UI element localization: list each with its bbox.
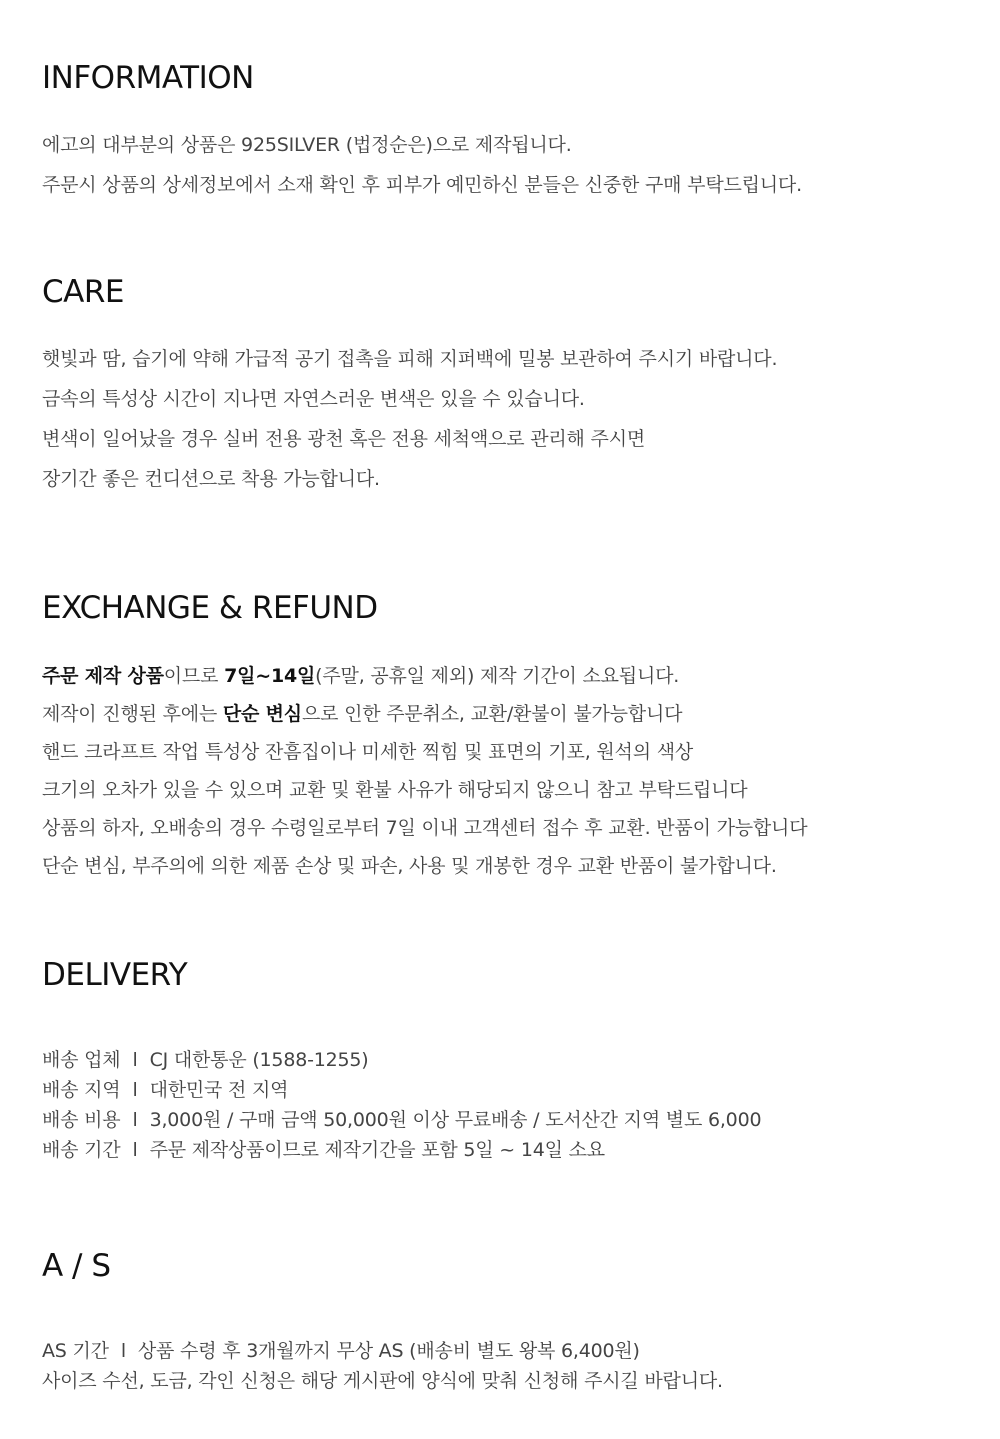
line-text: 이므로 bbox=[163, 665, 225, 687]
care-line: 금속의 특성상 시간이 지나면 자연스러운 변색은 있을 수 있습니다. bbox=[42, 388, 585, 410]
information-heading: INFORMATION bbox=[42, 60, 254, 96]
as-section bbox=[42, 1246, 972, 1400]
exchange-line: 크기의 오차가 있을 수 있으며 교환 및 환불 사유가 해당되지 않으니 참고 부탁드립니다 bbox=[42, 779, 748, 801]
as-label: AS 기간 bbox=[42, 1340, 109, 1362]
care-heading: CARE bbox=[42, 274, 124, 310]
exchange-refund-section bbox=[42, 588, 972, 885]
information-line: 에고의 대부분의 상품은 925SILVER (법정순은)으로 제작됩니다. bbox=[42, 134, 572, 156]
emphasis-text: 주문 제작 상품 bbox=[42, 665, 164, 687]
delivery-heading: DELIVERY bbox=[42, 957, 188, 993]
delivery-label: 배송 업체 bbox=[42, 1049, 121, 1071]
separator: l bbox=[132, 1049, 138, 1071]
emphasis-text: 7일~14일 bbox=[224, 665, 316, 687]
exchange-line-production-period bbox=[42, 657, 972, 695]
as-line-repair: 사이즈 수선, 도금, 각인 신청은 해당 게시판에 양식에 맞춰 신청해 주시길 바랍니다. bbox=[42, 1370, 723, 1392]
exchange-line: 단순 변심, 부주의에 의한 제품 손상 및 파손, 사용 및 개봉한 경우 교환 반품이 불가합니다. bbox=[42, 855, 777, 877]
care-line: 햇빛과 땀, 습기에 약해 가급적 공기 접촉을 피해 지퍼백에 밀봉 보관하여 주시기 바랍니다. bbox=[42, 348, 778, 370]
care-section bbox=[42, 272, 972, 499]
delivery-label: 배송 지역 bbox=[42, 1079, 121, 1101]
information-line: 주문시 상품의 상세정보에서 소재 확인 후 피부가 예민하신 분들은 신중한 구매 부탁드립니다. bbox=[42, 174, 802, 196]
exchange-refund-heading: EXCHANGE & REFUND bbox=[42, 590, 378, 626]
separator: l bbox=[120, 1340, 126, 1362]
line-text: 제작이 진행된 후에는 bbox=[42, 703, 223, 725]
information-lines bbox=[42, 125, 972, 205]
delivery-section bbox=[42, 955, 972, 1169]
care-line: 변색이 일어났을 경우 실버 전용 광천 혹은 전용 세척액으로 관리해 주시면 bbox=[42, 428, 646, 450]
delivery-value: 주문 제작상품이므로 제작기간을 포함 5일 ~ 14일 소요 bbox=[149, 1139, 605, 1161]
separator: l bbox=[132, 1109, 138, 1131]
delivery-label: 배송 비용 bbox=[42, 1109, 121, 1131]
exchange-line: 핸드 크라프트 작업 특성상 잔흠집이나 미세한 찍힘 및 표면의 기포, 원석의 색상 bbox=[42, 741, 694, 763]
line-text: 으로 인한 주문취소, 교환/환불이 불가능합니다 bbox=[301, 703, 683, 725]
information-section bbox=[42, 58, 972, 205]
care-lines bbox=[42, 339, 972, 499]
delivery-value: 대한민국 전 지역 bbox=[149, 1079, 289, 1101]
as-heading: A / S bbox=[42, 1248, 111, 1284]
separator: l bbox=[132, 1079, 138, 1101]
exchange-refund-lines bbox=[42, 657, 972, 885]
delivery-rows bbox=[42, 1041, 972, 1169]
emphasis-text: 단순 변심 bbox=[222, 703, 302, 725]
as-lines bbox=[42, 1332, 972, 1400]
care-line: 장기간 좋은 컨디션으로 착용 가능합니다. bbox=[42, 468, 380, 490]
line-text: (주말, 공휴일 제외) 제작 기간이 소요됩니다. bbox=[315, 665, 680, 687]
delivery-label: 배송 기간 bbox=[42, 1139, 121, 1161]
separator: l bbox=[132, 1139, 138, 1161]
as-value: 상품 수령 후 3개월까지 무상 AS (배송비 별도 왕복 6,400원) bbox=[137, 1340, 640, 1362]
exchange-line-cancellation bbox=[42, 695, 972, 733]
exchange-line: 상품의 하자, 오배송의 경우 수령일로부터 7일 이내 고객센터 접수 후 교환. 반품이 가능합니다 bbox=[42, 817, 808, 839]
delivery-row-period bbox=[42, 1131, 972, 1169]
delivery-value: 3,000원 / 구매 금액 50,000원 이상 무료배송 / 도서산간 지역 별도 6,000 bbox=[149, 1109, 762, 1131]
delivery-value: CJ 대한통운 (1588-1255) bbox=[149, 1049, 369, 1071]
